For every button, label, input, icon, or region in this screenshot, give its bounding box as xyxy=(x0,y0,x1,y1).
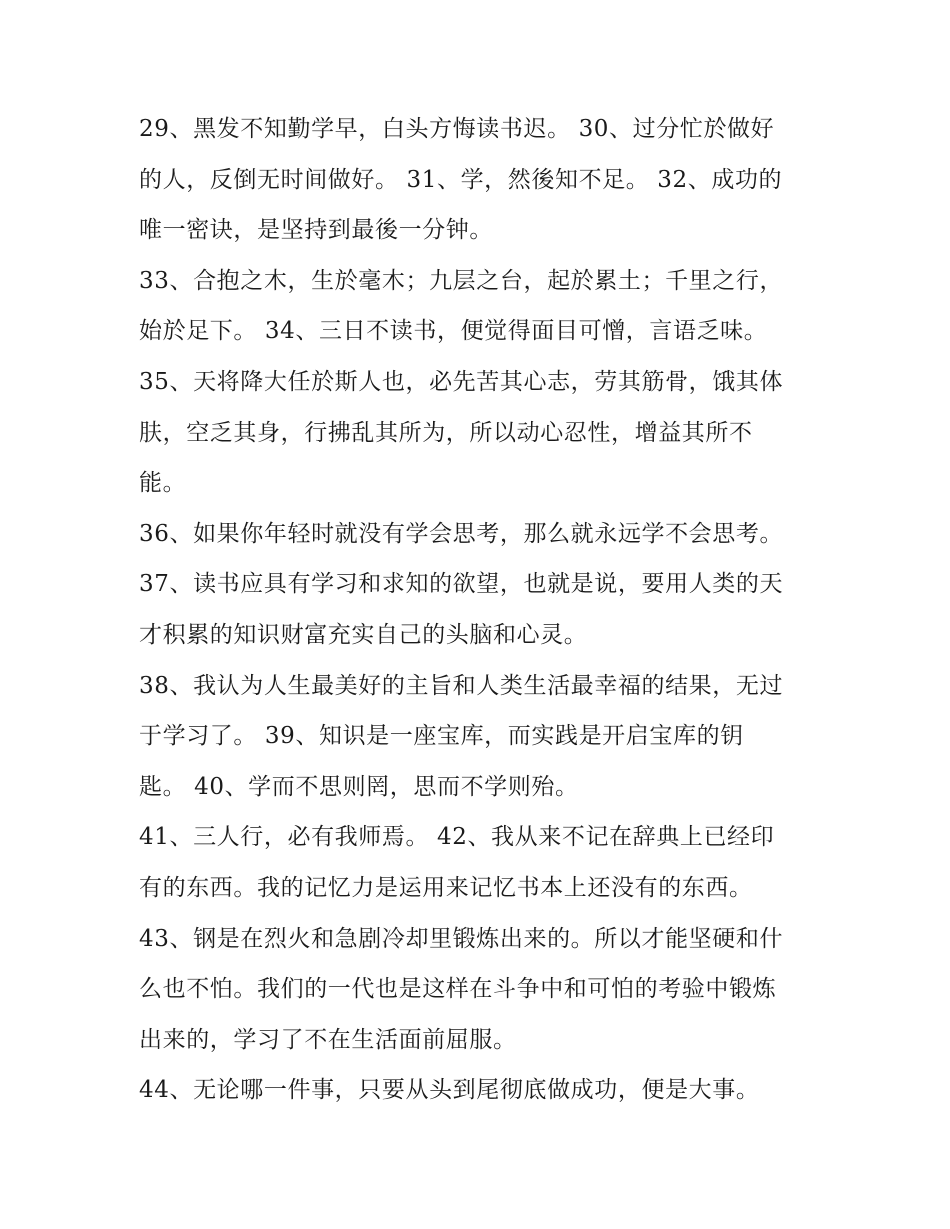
text-line: 能。 xyxy=(139,470,187,497)
text-line: 始於足下。 34、三日不读书，便觉得面目可憎，言语乏味。 xyxy=(139,318,768,345)
text-line: 33、合抱之木，生於毫木；九层之台，起於累土；千里之行， xyxy=(139,267,784,294)
text-line: 38、我认为人生最美好的主旨和人类生活最幸福的结果，无过 xyxy=(139,672,784,699)
text-line: 唯一密诀，是坚持到最後一分钟。 xyxy=(139,217,493,244)
text-line: 于学习了。 39、知识是一座宝库，而实践是开启宝库的钥 xyxy=(139,723,744,750)
text-line: 43、钢是在烈火和急剧冷却里锻炼出来的。所以才能坚硬和什 xyxy=(139,925,784,952)
text-line: 才积累的知识财富充实自己的头脑和心灵。 xyxy=(139,621,588,648)
text-line: 么也不怕。我们的一代也是这样在斗争中和可怕的考验中锻炼 xyxy=(139,976,777,1003)
text-line: 36、如果你年轻时就没有学会思考，那么就永远学不会思考。 xyxy=(139,520,784,547)
text-body xyxy=(139,104,829,1116)
text-line: 肤，空乏其身，行拂乱其所为，所以动心忍性，增益其所不 xyxy=(139,419,753,446)
text-line: 37、读书应具有学习和求知的欲望，也就是说，要用人类的天 xyxy=(139,571,784,598)
text-line: 匙。 40、学而不思则罔，思而不学则殆。 xyxy=(139,773,579,800)
text-line: 29、黑发不知勤学早，白头方悔读书迟。 30、过分忙於做好 xyxy=(139,116,775,142)
text-line: 41、三人行，必有我师焉。 42、我从来不记在辞典上已经印 xyxy=(139,824,775,851)
text-line: 的人，反倒无时间做好。 31、学，然後知不足。 32、成功的 xyxy=(139,166,783,193)
text-line: 出来的，学习了不在生活面前屈服。 xyxy=(139,1026,517,1053)
text-line: 35、天将降大任於斯人也，必先苦其心志，劳其筋骨，饿其体 xyxy=(139,368,784,395)
text-line: 有的东西。我的记忆力是运用来记忆书本上还没有的东西。 xyxy=(139,874,753,901)
text-line: 44、无论哪一件事，只要从头到尾彻底做成功，便是大事。 xyxy=(139,1077,760,1104)
